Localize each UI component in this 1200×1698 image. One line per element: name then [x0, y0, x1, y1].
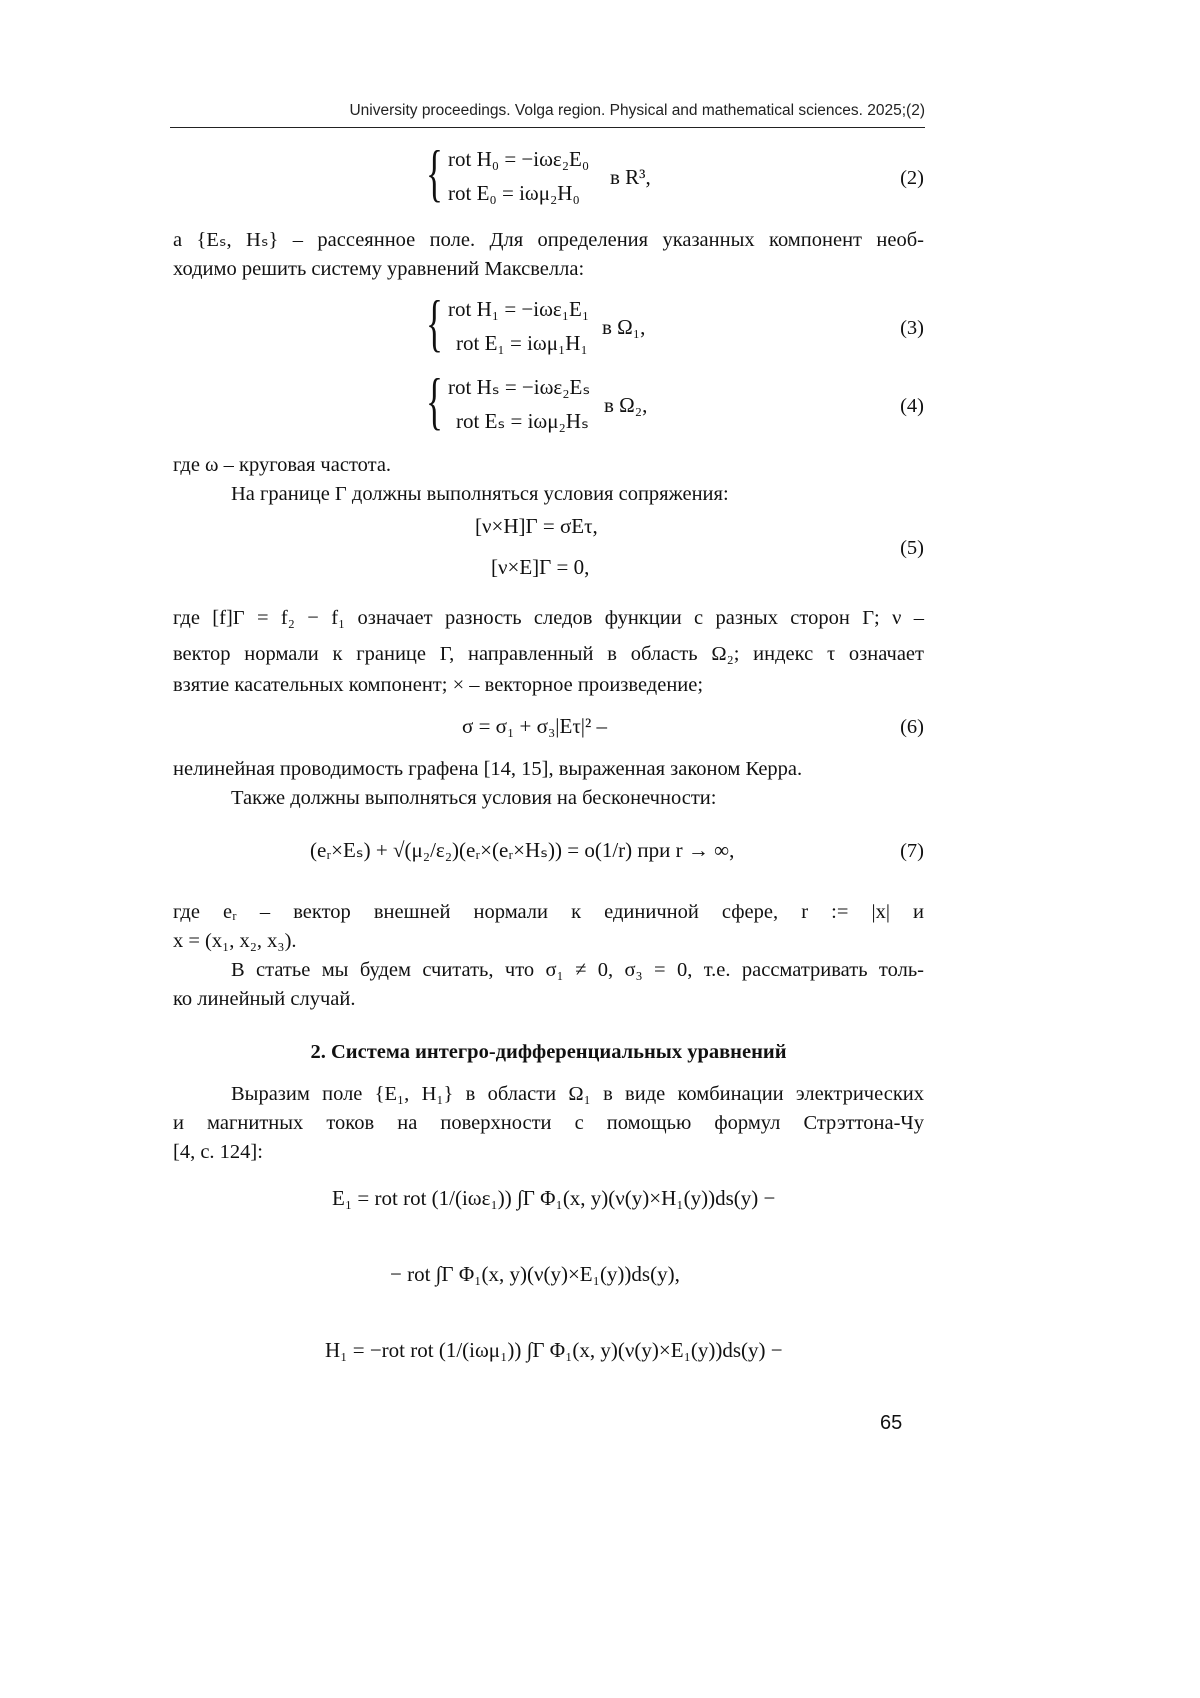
paragraph-6 — [173, 1080, 924, 1167]
page-number: 65 — [880, 1412, 903, 1434]
p5-line3: В статье мы будем считать, что σ₁ ≠ 0, σ₃ = 0, т.е. рассматривать толь- — [231, 959, 924, 981]
equation-2: { rot H₀ = −iωε₂E₀ rot E₀ = iωμ₂H₀ в R³, — [426, 137, 651, 208]
p5-line2: x = (x₁, x₂, x₃). — [173, 930, 297, 952]
eq3-domain: в Ω₁, — [602, 315, 646, 339]
eq2-line1: rot H₀ = −iωε₂E₀ — [448, 147, 590, 171]
stratton-chu-line1: E₁ = rot rot (1/(iωε₁)) ∫Γ Φ₁(x, y)(ν(y)×H₁(y))ds(y) − — [332, 1186, 776, 1210]
equation-5-line1: [ν×H]Γ = σEτ, — [475, 514, 598, 538]
eq4-line2: rot Eₛ = iωμ₂Hₛ — [456, 409, 589, 433]
eq3-line1: rot H₁ = −iωε₁E₁ — [448, 297, 590, 321]
equation-4: { rot Hₛ = −iωε₂Eₛ rot Eₛ = iωμ₂Hₛ в Ω₂, — [426, 365, 648, 436]
p4-line2: Также должны выполняться условия на бесконечности: — [231, 787, 717, 809]
p5-line4: ко линейный случай. — [173, 988, 356, 1010]
p6-line1: Выразим поле {E₁, H₁} в области Ω₁ в виде комбинации электрических — [231, 1083, 924, 1105]
eq2-domain: в R³, — [610, 165, 651, 189]
eq3-line2: rot E₁ = iωμ₁H₁ — [456, 331, 588, 355]
paragraph-2 — [173, 451, 924, 509]
p1-line2: ходимо решить систему уравнений Максвелла: — [173, 258, 585, 280]
eq4-line1: rot Hₛ = −iωε₂Eₛ — [448, 375, 591, 399]
p2-line1: где ω – круговая частота. — [173, 454, 392, 476]
equation-5-line2: [ν×E]Γ = 0, — [491, 555, 590, 579]
equation-6: σ = σ₁ + σ₃|Eτ|² – — [462, 714, 608, 738]
stratton-chu-line2: − rot ∫Γ Φ₁(x, y)(ν(y)×E₁(y))ds(y), — [390, 1262, 680, 1286]
running-header: University proceedings. Volga region. Physical and mathematical sciences. 2025;(2) — [349, 102, 925, 119]
eq6-number: (6) — [900, 716, 924, 738]
paragraph-3 — [173, 600, 924, 698]
eq4-number: (4) — [900, 395, 924, 417]
p6-line3: [4, с. 124]: — [173, 1141, 263, 1163]
equation-7: (eᵣ×Eₛ) + √(μ₂/ε₂)(eᵣ×(eᵣ×Hₛ)) = o(1/r) при r → ∞, — [310, 838, 735, 862]
paragraph-5 — [173, 898, 924, 1014]
p1-line1: а {Eₛ, Hₛ} – рассеянное поле. Для определения указанных компонент необ- — [173, 229, 924, 251]
p3-line3: взятие касательных компонент; × – векторное произведение; — [173, 674, 704, 696]
paragraph-4 — [173, 755, 924, 813]
p5-line1: где eᵣ – вектор внешней нормали к единичной сфере, r := |x| и — [173, 901, 924, 923]
eq2-number: (2) — [900, 167, 924, 189]
p2-line2: На границе Γ должны выполняться условия сопряжения: — [231, 483, 729, 505]
header-rule — [170, 127, 925, 128]
eq2-line2: rot E₀ = iωμ₂H₀ — [448, 181, 580, 205]
p3-line1: где [f]Γ = f₂ − f₁ означает разность следов функции с разных сторон Γ; ν – — [173, 607, 924, 629]
eq4-domain: в Ω₂, — [604, 393, 648, 417]
paragraph-1 — [173, 226, 924, 284]
eq3-number: (3) — [900, 317, 924, 339]
stratton-chu-line3: H₁ = −rot rot (1/(iωμ₁)) ∫Γ Φ₁(x, y)(ν(y)×E₁(y))ds(y) − — [325, 1338, 783, 1362]
p6-line2: и магнитных токов на поверхности с помощью формул Стрэттона-Чу — [173, 1112, 924, 1134]
p3-line2: вектор нормали к границе Γ, направленный в область Ω₂; индекс τ означает — [173, 643, 924, 665]
eq5-number: (5) — [900, 537, 924, 559]
p4-line1: нелинейная проводимость графена [14, 15], выраженная законом Керра. — [173, 758, 803, 780]
eq7-number: (7) — [900, 840, 924, 862]
equation-3: { rot H₁ = −iωε₁E₁ rot E₁ = iωμ₁H₁ в Ω₁, — [426, 287, 646, 358]
section-title: 2. Система интегро-дифференциальных уравнений — [310, 1041, 787, 1063]
